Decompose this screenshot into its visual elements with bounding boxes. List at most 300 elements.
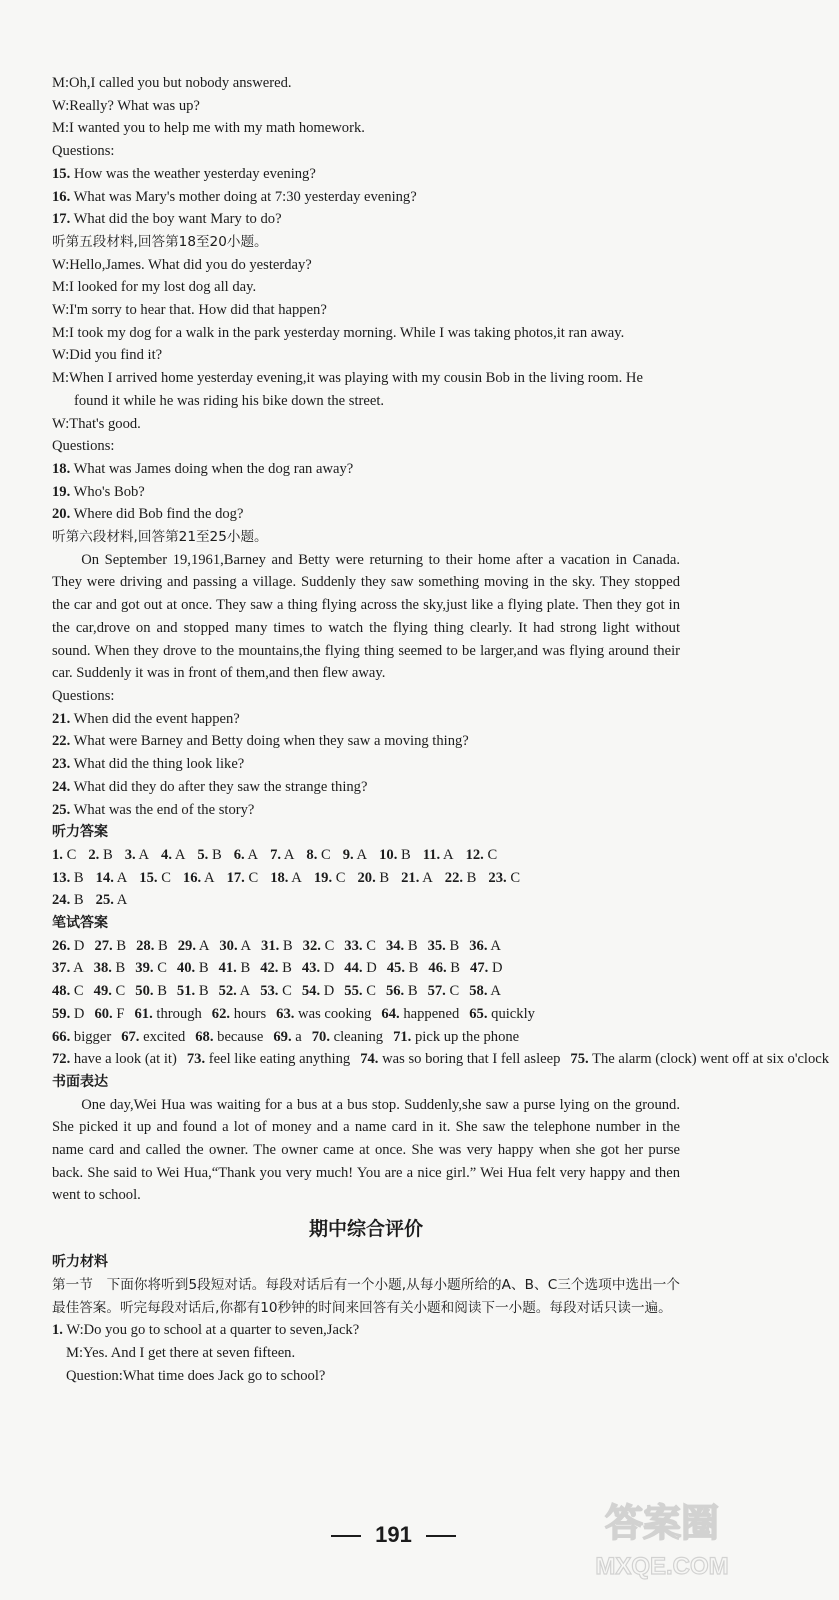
answer-item bbox=[466, 847, 498, 863]
answer-item bbox=[379, 847, 411, 863]
question-text: When did the event happen? bbox=[73, 710, 240, 727]
answer-row bbox=[52, 1026, 680, 1049]
answer-item bbox=[234, 847, 258, 863]
answer-item bbox=[488, 870, 520, 886]
answer-value: A bbox=[174, 846, 186, 863]
answer-row bbox=[52, 889, 680, 912]
answer-value: A bbox=[198, 937, 210, 954]
questions-15-17 bbox=[52, 163, 680, 231]
answer-value: C bbox=[282, 983, 292, 1000]
footer-dash-left bbox=[331, 1535, 361, 1537]
listening-answers bbox=[52, 844, 680, 912]
answer-value: D bbox=[73, 937, 85, 954]
answer-value: B bbox=[466, 869, 477, 886]
question-item bbox=[52, 208, 680, 231]
answer-value: C bbox=[248, 869, 259, 886]
answer-value: a bbox=[295, 1028, 302, 1045]
answer-number: 2. bbox=[88, 846, 100, 863]
dialogue-line: W:That's good. bbox=[52, 415, 141, 432]
answer-value: B bbox=[282, 937, 293, 954]
answer-number: 7. bbox=[270, 846, 282, 863]
answer-item bbox=[386, 983, 418, 999]
answer-value: A bbox=[283, 846, 295, 863]
answer-number: 57. bbox=[427, 983, 446, 1000]
answer-number: 36. bbox=[469, 937, 488, 954]
answer-number: 22. bbox=[444, 869, 464, 886]
answer-number: 59. bbox=[52, 1005, 71, 1022]
answer-value: A bbox=[443, 846, 454, 863]
answer-number: 19. bbox=[313, 869, 333, 886]
answer-number: 5. bbox=[197, 846, 209, 863]
answer-item bbox=[88, 847, 112, 863]
question-text: What did the thing look like? bbox=[73, 756, 245, 773]
answer-number: 54. bbox=[301, 983, 321, 1000]
question-item bbox=[52, 503, 680, 526]
answer-value: A bbox=[490, 983, 501, 1000]
answer-value: C bbox=[335, 869, 346, 886]
written-answers-title: 笔试答案 bbox=[52, 915, 108, 932]
svg-text:答案圈: 答案圈 bbox=[604, 1501, 720, 1545]
answer-value: C bbox=[366, 983, 376, 1000]
answer-value: hours bbox=[233, 1005, 267, 1022]
question-item bbox=[52, 776, 680, 799]
answer-item bbox=[134, 1006, 201, 1022]
answer-item bbox=[52, 938, 84, 954]
question-item bbox=[52, 458, 680, 481]
answer-value: B bbox=[449, 937, 460, 954]
question-item bbox=[52, 186, 680, 209]
answer-value: The alarm (clock) went off at six o'clock bbox=[592, 1051, 830, 1068]
answer-item bbox=[52, 960, 84, 976]
answer-item bbox=[312, 1029, 383, 1045]
answer-value: A bbox=[116, 869, 128, 886]
answer-value: have a look (at it) bbox=[73, 1051, 177, 1068]
answer-row bbox=[52, 980, 680, 1003]
answer-value: A bbox=[73, 960, 84, 977]
answer-number: 58. bbox=[469, 983, 488, 1000]
answer-value: A bbox=[356, 846, 368, 863]
answer-number: 21. bbox=[401, 869, 420, 886]
answer-value: B bbox=[211, 846, 222, 863]
dialogue-line: M:When I arrived home yesterday evening,it was playing with my cousin Bob in the living room. He found it while he was riding his bike down the street. bbox=[52, 370, 643, 409]
question-number: 20. bbox=[52, 506, 71, 523]
answer-value: B bbox=[379, 869, 390, 886]
answer-number: 72. bbox=[52, 1051, 71, 1068]
dialogue-top bbox=[52, 72, 680, 140]
answer-value: feel like eating anything bbox=[208, 1051, 351, 1068]
answer-value: D bbox=[366, 960, 377, 977]
writing-title: 书面表达 bbox=[52, 1073, 108, 1090]
dialogue-line: M:I wanted you to help me with my math homework. bbox=[52, 120, 365, 137]
answer-number: 26. bbox=[52, 937, 71, 954]
question-text: What was James doing when the dog ran away? bbox=[73, 460, 354, 477]
answer-value: A bbox=[204, 869, 215, 886]
question-number: 19. bbox=[52, 483, 71, 500]
answer-item bbox=[357, 870, 389, 886]
answer-item bbox=[161, 847, 185, 863]
answer-number: 49. bbox=[93, 983, 112, 1000]
answer-number: 75. bbox=[570, 1051, 589, 1068]
answer-value: C bbox=[115, 983, 126, 1000]
answer-item bbox=[52, 892, 84, 908]
answer-row bbox=[52, 935, 680, 958]
page-content bbox=[52, 72, 830, 1387]
answer-value: D bbox=[491, 960, 503, 977]
answer-item bbox=[121, 1029, 185, 1045]
answer-number: 42. bbox=[260, 960, 279, 977]
item1-w: 1. W:Do you go to school at a quarter to seven,Jack? bbox=[52, 1322, 360, 1339]
answer-number: 8. bbox=[306, 846, 318, 863]
answer-item bbox=[52, 870, 84, 886]
answer-item bbox=[469, 1006, 535, 1022]
answer-number: 46. bbox=[428, 960, 447, 977]
answer-item bbox=[470, 960, 502, 976]
answer-value: C bbox=[510, 869, 521, 886]
answer-value: B bbox=[198, 983, 209, 1000]
answer-value: D bbox=[323, 960, 335, 977]
answer-value: A bbox=[291, 869, 302, 886]
answer-value: D bbox=[73, 1005, 85, 1022]
answer-value: A bbox=[247, 846, 259, 863]
question-number: 23. bbox=[52, 756, 71, 773]
writing-text: One day,Wei Hua was waiting for a bus at a bus stop. Suddenly,she saw a purse lying on the ground. She picked it up and found a lot of money and a name card in it. She saw the telephone number in the name card and called the owner. The owner came at once. She was very happy when she got her purse back. She said to Wei Hua,“Thank you very much! You are a nice girl.” Wei Hua felt very happy and then went to school. bbox=[52, 1096, 680, 1204]
answer-value: B bbox=[198, 960, 209, 977]
answer-item bbox=[178, 938, 210, 954]
listening-answers-title: 听力答案 bbox=[52, 824, 108, 841]
answer-number: 53. bbox=[260, 983, 279, 1000]
answer-item bbox=[273, 1029, 301, 1045]
answer-number: 44. bbox=[344, 960, 363, 977]
item1-question: Question:What time does Jack go to school? bbox=[66, 1367, 326, 1384]
answer-value: pick up the phone bbox=[414, 1028, 520, 1045]
answer-value: A bbox=[138, 846, 150, 863]
listening-material-title: 听力材料 bbox=[52, 1254, 108, 1271]
answer-item bbox=[139, 870, 171, 886]
answer-item bbox=[428, 960, 460, 976]
answer-number: 9. bbox=[342, 846, 354, 863]
answer-number: 62. bbox=[211, 1005, 231, 1022]
answer-value: B bbox=[407, 983, 418, 1000]
answer-number: 14. bbox=[95, 869, 114, 886]
answer-item bbox=[52, 1006, 84, 1022]
answer-value: bigger bbox=[73, 1028, 112, 1045]
question-number: 18. bbox=[52, 460, 71, 477]
question-number: 17. bbox=[52, 211, 71, 228]
answer-number: 68. bbox=[195, 1028, 214, 1045]
answer-value: B bbox=[116, 937, 127, 954]
answer-number: 56. bbox=[385, 983, 405, 1000]
answer-item bbox=[94, 960, 126, 976]
answer-number: 47. bbox=[470, 960, 489, 977]
answer-value: A bbox=[116, 892, 128, 909]
question-number: 16. bbox=[52, 188, 71, 205]
answer-number: 10. bbox=[379, 846, 398, 863]
questions-label-2: Questions: bbox=[52, 438, 115, 455]
answer-number: 20. bbox=[357, 869, 376, 886]
answer-number: 30. bbox=[219, 937, 238, 954]
answer-number: 66. bbox=[52, 1028, 71, 1045]
answer-number: 34. bbox=[385, 937, 405, 954]
answer-item bbox=[135, 960, 167, 976]
answer-item bbox=[393, 1029, 519, 1045]
answer-value: B bbox=[450, 960, 461, 977]
answer-item bbox=[260, 983, 292, 999]
question-item bbox=[52, 753, 680, 776]
question-text: How was the weather yesterday evening? bbox=[73, 165, 316, 182]
answer-number: 1. bbox=[52, 846, 63, 863]
answer-item bbox=[428, 983, 460, 999]
page-footer bbox=[0, 1522, 787, 1548]
dialogue-line: M:I took my dog for a walk in the park yesterday morning. While I was taking photos,it ran away. bbox=[52, 324, 625, 341]
answer-item bbox=[94, 1006, 124, 1022]
answer-number: 6. bbox=[233, 846, 245, 863]
answer-value: A bbox=[422, 869, 433, 886]
answer-row bbox=[52, 867, 680, 890]
questions-label-3: Questions: bbox=[52, 687, 115, 704]
answer-number: 3. bbox=[124, 846, 136, 863]
dialogue-line: W:I'm sorry to hear that. How did that happen? bbox=[52, 302, 327, 319]
answer-number: 39. bbox=[135, 960, 154, 977]
passage-6: On September 19,1961,Barney and Betty were returning to their home after a vacation in Canada. They were driving and passing a village. Suddenly they saw something moving in the sky. They stopped the car and got out at once. They saw a thing flying across the sky,just like a flying plate. Then they got in the car,drove on and stopped many times to watch the flying thing clearly. It had strong light without sound. When they drove to the mountains,the flying thing seemed to be larger,and was flying around their car. Suddenly it was in front of them,and then flew away. bbox=[52, 551, 680, 682]
answer-value: C bbox=[73, 983, 84, 1000]
dialogue-5 bbox=[52, 254, 680, 436]
answer-number: 11. bbox=[422, 846, 441, 863]
answer-item bbox=[381, 1006, 459, 1022]
answer-item bbox=[219, 983, 251, 999]
answer-value: C bbox=[324, 937, 335, 954]
answer-number: 50. bbox=[135, 983, 154, 1000]
questions-21-25 bbox=[52, 708, 680, 822]
answer-value: was so boring that I fell asleep bbox=[382, 1051, 561, 1068]
answer-number: 29. bbox=[177, 937, 196, 954]
answer-value: F bbox=[116, 1005, 125, 1022]
answer-item bbox=[52, 983, 84, 999]
answer-number: 17. bbox=[226, 869, 245, 886]
answer-item bbox=[219, 960, 251, 976]
answer-item bbox=[302, 983, 334, 999]
answer-value: B bbox=[158, 937, 168, 954]
answer-value: B bbox=[115, 960, 126, 977]
answer-item bbox=[219, 938, 251, 954]
question-text: What did the boy want Mary to do? bbox=[73, 211, 282, 228]
answer-value: C bbox=[487, 846, 498, 863]
question-item bbox=[52, 730, 680, 753]
answer-item bbox=[52, 1051, 177, 1067]
answer-item bbox=[197, 847, 221, 863]
answer-value: B bbox=[240, 960, 251, 977]
answer-value: was cooking bbox=[298, 1005, 372, 1022]
question-number: 24. bbox=[52, 778, 71, 795]
section1-instructions: 第一节 下面你将听到5段短对话。每段对话后有一个小题,从每小题所给的A、B、C三个选项中选出一个最佳答案。听完每段对话后,你都有10秒钟的时间来回答有关小题和阅读下一小题。每段对话只读一遍。 bbox=[52, 1276, 680, 1316]
answer-value: happened bbox=[403, 1005, 460, 1022]
answer-item bbox=[344, 960, 376, 976]
answer-number: 60. bbox=[94, 1005, 113, 1022]
answer-item bbox=[195, 1029, 263, 1045]
question-number: 15. bbox=[52, 165, 71, 182]
answer-number: 4. bbox=[161, 846, 172, 863]
dialogue-line: W:Hello,James. What did you do yesterday? bbox=[52, 256, 312, 273]
answer-number: 73. bbox=[186, 1051, 206, 1068]
answer-row bbox=[52, 957, 680, 980]
answer-number: 12. bbox=[465, 846, 484, 863]
answer-number: 24. bbox=[52, 892, 71, 909]
answer-number: 33. bbox=[344, 937, 363, 954]
answer-number: 13. bbox=[52, 869, 71, 886]
answer-number: 64. bbox=[381, 1005, 400, 1022]
answer-number: 32. bbox=[302, 937, 321, 954]
question-item bbox=[52, 799, 680, 822]
answer-number: 15. bbox=[139, 869, 158, 886]
question-item bbox=[52, 708, 680, 731]
answer-row bbox=[52, 1003, 680, 1026]
answer-value: B bbox=[73, 892, 84, 909]
answer-item bbox=[270, 847, 294, 863]
answer-item bbox=[360, 1051, 560, 1067]
item1-m: M:Yes. And I get there at seven fifteen. bbox=[66, 1344, 296, 1361]
answer-value: A bbox=[240, 937, 252, 954]
answer-item bbox=[303, 938, 335, 954]
answer-item bbox=[570, 1051, 829, 1067]
answer-number: 18. bbox=[270, 869, 289, 886]
answer-item bbox=[344, 938, 376, 954]
answer-value: B bbox=[408, 960, 419, 977]
dialogue-line: M:Oh,I called you but nobody answered. bbox=[52, 75, 292, 91]
dialogue-line: M:I looked for my lost dog all day. bbox=[52, 279, 257, 296]
answer-number: 38. bbox=[93, 960, 112, 977]
answer-number: 31. bbox=[261, 937, 280, 954]
answer-number: 61. bbox=[134, 1005, 153, 1022]
answer-item bbox=[401, 870, 433, 886]
answer-item bbox=[343, 847, 367, 863]
question-text: What were Barney and Betty doing when they saw a moving thing? bbox=[73, 733, 469, 750]
answer-number: 37. bbox=[52, 960, 71, 977]
answer-item bbox=[183, 870, 215, 886]
section5-intro: 听第五段材料,回答第18至20小题。 bbox=[52, 233, 268, 250]
answer-item bbox=[227, 870, 259, 886]
answer-item bbox=[135, 983, 167, 999]
answer-value: B bbox=[401, 846, 411, 863]
answer-value: A bbox=[239, 983, 251, 1000]
answer-value: C bbox=[449, 983, 460, 1000]
answer-item bbox=[187, 1051, 350, 1067]
midterm-title: 期中综合评价 bbox=[308, 1218, 423, 1241]
answer-number: 55. bbox=[344, 983, 363, 1000]
written-answers bbox=[52, 935, 830, 1071]
answer-number: 52. bbox=[218, 983, 237, 1000]
answer-number: 67. bbox=[121, 1028, 140, 1045]
question-text: What was Mary's mother doing at 7:30 yesterday evening? bbox=[73, 188, 417, 205]
answer-number: 35. bbox=[427, 937, 446, 954]
answer-value: B bbox=[102, 846, 113, 863]
answer-value: C bbox=[366, 937, 376, 954]
answer-item bbox=[445, 870, 477, 886]
answer-number: 69. bbox=[273, 1028, 292, 1045]
answer-value: cleaning bbox=[333, 1028, 384, 1045]
question-text: What was the end of the story? bbox=[73, 801, 255, 818]
answer-item bbox=[94, 983, 126, 999]
answer-value: quickly bbox=[491, 1005, 535, 1022]
answer-item bbox=[177, 983, 209, 999]
answer-item bbox=[52, 1029, 111, 1045]
answer-value: B bbox=[282, 960, 292, 977]
answer-row bbox=[52, 844, 680, 867]
questions-18-20 bbox=[52, 458, 680, 526]
answer-value: B bbox=[157, 983, 167, 1000]
answer-item bbox=[125, 847, 149, 863]
answer-number: 45. bbox=[386, 960, 405, 977]
answer-item bbox=[386, 938, 418, 954]
answer-number: 70. bbox=[311, 1028, 330, 1045]
answer-value: excited bbox=[143, 1028, 186, 1045]
answer-item bbox=[136, 938, 168, 954]
answer-value: D bbox=[323, 983, 335, 1000]
answer-value: C bbox=[157, 960, 167, 977]
question-item bbox=[52, 481, 680, 504]
answer-item bbox=[344, 983, 376, 999]
answer-number: 40. bbox=[176, 960, 196, 977]
answer-number: 28. bbox=[136, 937, 155, 954]
answer-value: B bbox=[73, 869, 84, 886]
answer-row bbox=[52, 1048, 830, 1071]
answer-number: 48. bbox=[52, 983, 71, 1000]
question-number: 21. bbox=[52, 710, 71, 727]
answer-item bbox=[306, 847, 330, 863]
answer-item bbox=[260, 960, 292, 976]
answer-item bbox=[314, 870, 346, 886]
answer-item bbox=[261, 938, 293, 954]
question-text: What did they do after they saw the strange thing? bbox=[73, 778, 368, 795]
answer-item bbox=[270, 870, 302, 886]
answer-item bbox=[177, 960, 209, 976]
answer-item bbox=[423, 847, 454, 863]
svg-text:MXQE.COM: MXQE.COM bbox=[595, 1553, 729, 1580]
answer-item bbox=[302, 960, 334, 976]
question-number: 25. bbox=[52, 801, 71, 818]
answer-value: C bbox=[321, 846, 331, 863]
answer-number: 43. bbox=[301, 960, 321, 977]
dialogue-line: W:Did you find it? bbox=[52, 347, 163, 364]
answer-item bbox=[96, 892, 128, 908]
answer-number: 74. bbox=[360, 1051, 379, 1068]
answer-number: 23. bbox=[488, 869, 507, 886]
answer-item bbox=[212, 1006, 266, 1022]
answer-value: because bbox=[217, 1028, 264, 1045]
answer-value: C bbox=[161, 869, 171, 886]
question-text: Where did Bob find the dog? bbox=[73, 506, 244, 523]
answer-value: through bbox=[156, 1005, 202, 1022]
answer-value: A bbox=[490, 937, 501, 954]
answer-number: 71. bbox=[393, 1028, 412, 1045]
answer-item bbox=[428, 938, 460, 954]
answer-number: 63. bbox=[276, 1005, 295, 1022]
answer-item bbox=[276, 1006, 371, 1022]
page-number: 191 bbox=[375, 1522, 412, 1547]
answer-item bbox=[469, 938, 501, 954]
answer-number: 27. bbox=[94, 937, 113, 954]
answer-number: 51. bbox=[176, 983, 196, 1000]
answer-item bbox=[469, 983, 501, 999]
question-item bbox=[52, 163, 680, 186]
questions-label: Questions: bbox=[52, 143, 115, 160]
answer-item bbox=[387, 960, 419, 976]
answer-item bbox=[94, 938, 126, 954]
answer-number: 25. bbox=[95, 892, 114, 909]
question-text: Who's Bob? bbox=[73, 483, 145, 500]
answer-number: 65. bbox=[469, 1005, 488, 1022]
answer-item bbox=[52, 847, 76, 863]
answer-number: 16. bbox=[182, 869, 202, 886]
section6-intro: 听第六段材料,回答第21至25小题。 bbox=[52, 529, 268, 546]
